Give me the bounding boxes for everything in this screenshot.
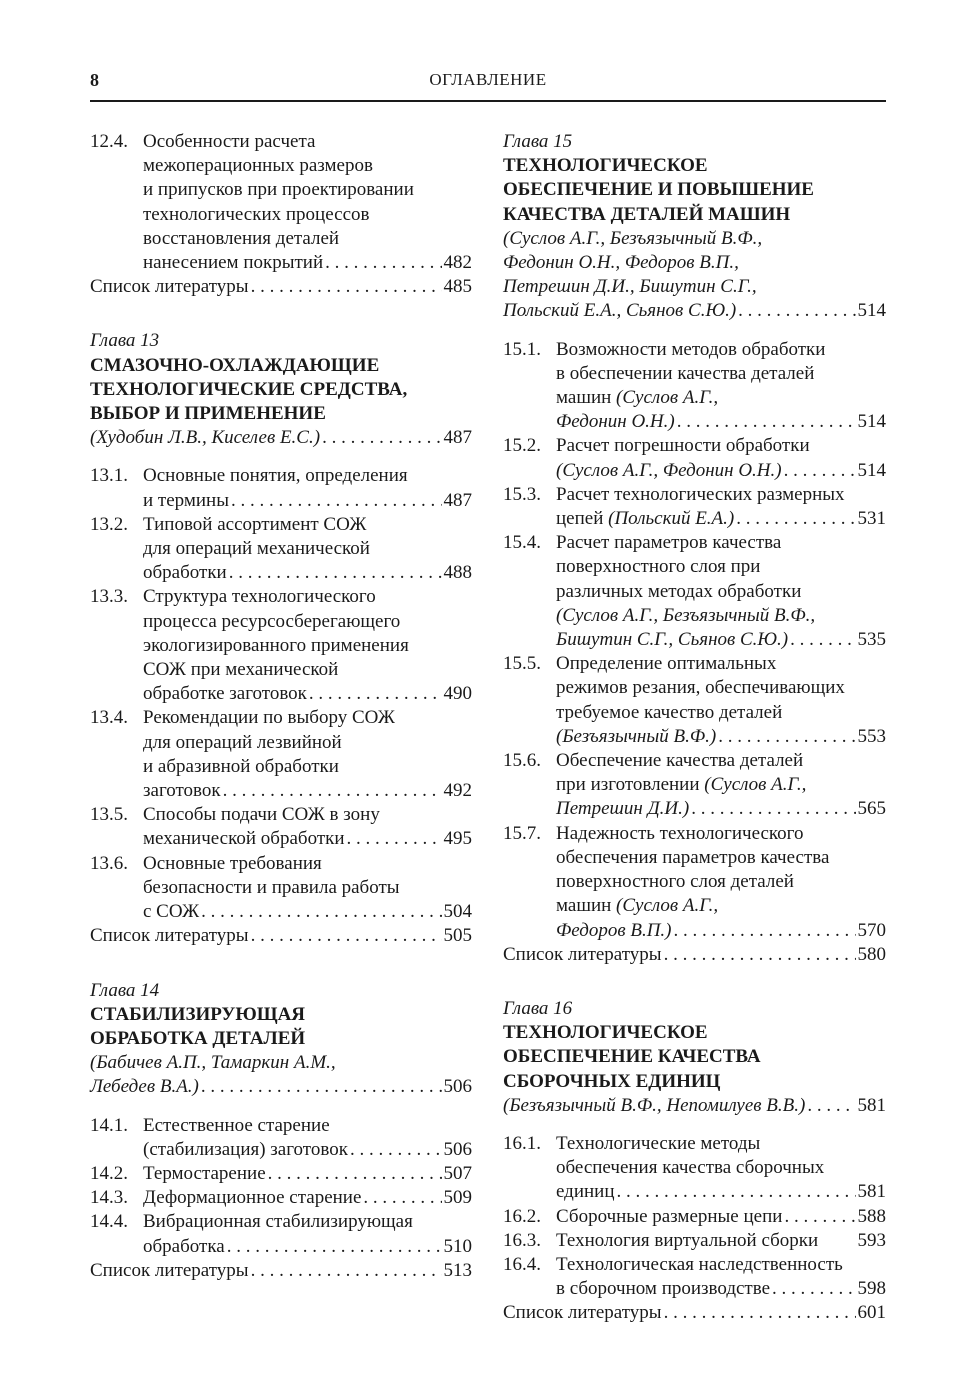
chapter-title-line: СТАБИЛИЗИРУЮЩАЯ	[90, 1003, 306, 1025]
entry-line: Типовой ассортимент СОЖ	[143, 513, 367, 535]
entry-line: для операций механической	[143, 538, 370, 560]
chapter-title-line: СБОРОЧНЫХ ЕДИНИЦ	[503, 1070, 721, 1092]
page-ref: 581	[857, 1181, 886, 1203]
toc-entry-15-6[interactable]	[503, 749, 886, 822]
toc-entry-14-2[interactable]	[90, 1162, 472, 1186]
section-number: 13.5.	[90, 804, 128, 826]
chapter-authors: (Худобин Л.В., Киселев Е.С.)	[90, 427, 321, 449]
section-number: 14.4.	[90, 1211, 128, 1233]
page-ref: 531	[857, 508, 886, 530]
dot-leader	[231, 489, 442, 513]
section-number: 13.6.	[90, 852, 128, 874]
chapter-title-line: ТЕХНОЛОГИЧЕСКИЕ СРЕДСТВА,	[90, 378, 408, 400]
section-number: 12.4.	[90, 131, 128, 152]
dot-leader	[617, 1180, 856, 1204]
chapter-title-line: ОБЕСПЕЧЕНИЕ КАЧЕСТВА	[503, 1046, 761, 1068]
page-ref: 514	[857, 459, 886, 481]
chapter-13	[90, 329, 472, 948]
page-ref: 514	[857, 411, 886, 433]
dot-leader	[268, 1162, 442, 1186]
entry-line: Вибрационная стабилизирующая	[143, 1211, 413, 1233]
entry-line: в сборочном производстве	[556, 1278, 771, 1300]
section-number: 15.2.	[503, 435, 541, 457]
chapter-title-line: ОБРАБОТКА ДЕТАЛЕЙ	[90, 1027, 306, 1049]
section-number: 16.4.	[503, 1253, 541, 1275]
page-ref: 492	[443, 780, 472, 802]
entry-line: Надежность технологического	[556, 822, 804, 844]
entry-line: Определение оптимальных	[556, 653, 777, 675]
entry-line: Возможности методов обработки	[556, 338, 826, 360]
section-number: 15.7.	[503, 822, 541, 844]
entry-line: Основные требования	[143, 852, 322, 874]
entry-line: цепей	[556, 508, 604, 530]
dot-leader	[738, 299, 855, 323]
page-ref: 490	[443, 683, 472, 705]
entry-line: механической обработки	[143, 828, 345, 850]
section-number: 16.1.	[503, 1132, 541, 1154]
section-number: 13.4.	[90, 707, 128, 729]
toc-entry-13-3[interactable]	[90, 585, 472, 706]
chapter-title[interactable]	[503, 154, 886, 227]
page-number: 8	[90, 70, 99, 90]
entry-line: заготовок	[143, 780, 221, 802]
dot-leader	[784, 1205, 855, 1229]
toc-entry-13-6[interactable]	[90, 852, 472, 925]
entry-line: Обеспечение качества деталей	[556, 750, 804, 772]
entry-line: и припусков при проектировании	[143, 179, 414, 201]
dot-leader	[223, 779, 442, 803]
section-number: 15.4.	[503, 532, 541, 554]
toc-entry-bibliography-12[interactable]	[90, 275, 472, 299]
entry-line: Структура технологического	[143, 586, 376, 608]
entry-authors: (Суслов А.Г.,	[616, 895, 719, 917]
toc-entry-13-1[interactable]	[90, 464, 472, 512]
toc-entry-14-1[interactable]	[90, 1114, 472, 1162]
dot-leader	[322, 426, 441, 450]
page-title: ОГЛАВЛЕНИЕ	[429, 70, 547, 89]
section-number: 15.3.	[503, 483, 541, 505]
section-number: 15.5.	[503, 653, 541, 675]
page-ref: 581	[857, 1094, 886, 1116]
page-ref: 601	[857, 1302, 886, 1324]
entry-line: процесса ресурсосберегающего	[143, 610, 401, 632]
entry-line: безопасности и правила работы	[143, 876, 400, 898]
entry-line: межоперационных размеров	[143, 155, 373, 177]
dot-leader	[664, 943, 856, 967]
dot-leader	[227, 1235, 442, 1259]
entry-line: Термостарение	[143, 1162, 266, 1184]
page-ref: 510	[443, 1235, 472, 1257]
entry-line: Способы подачи СОЖ в зону	[143, 804, 380, 826]
entry-line: при изготовлении	[556, 774, 700, 796]
page-header	[90, 68, 886, 102]
entry-line: Технологическая наследственность	[556, 1253, 843, 1275]
entry-line: машин	[556, 387, 612, 409]
chapter-authors: (Бабичев А.П., Тамаркин А.М.,	[90, 1052, 336, 1074]
page-ref: 535	[857, 629, 886, 651]
section-number: 14.1.	[90, 1114, 128, 1136]
chapter-title-line: ТЕХНОЛОГИЧЕСКОЕ	[503, 155, 708, 177]
page-ref: 504	[443, 901, 472, 923]
entry-authors: (Суслов А.Г.,	[616, 387, 719, 409]
dot-leader	[664, 1301, 856, 1325]
page-ref: 570	[857, 919, 886, 941]
entry-line: Расчет погрешности обработки	[556, 435, 810, 457]
entry-line: обработка	[143, 1235, 225, 1257]
toc-entry-bibliography-16[interactable]	[503, 1301, 886, 1325]
entry-line: Особенности расчета	[143, 131, 316, 152]
toc-entry-bibliography-14[interactable]	[90, 1259, 472, 1283]
entry-line: экологизированного применения	[143, 634, 409, 656]
entry-authors: (Польский Е.А.)	[608, 508, 735, 530]
dot-leader	[201, 900, 441, 924]
page-ref: 482	[443, 252, 472, 274]
chapter-label: Глава 13	[90, 330, 160, 352]
dot-leader	[674, 919, 856, 943]
chapter-14	[90, 979, 472, 1283]
entry-line: Список литературы	[503, 1302, 662, 1324]
entry-authors: Петрешин Д.И.)	[556, 798, 690, 820]
page-ref: 553	[857, 725, 886, 747]
dot-leader	[790, 628, 855, 652]
page-ref: 506	[443, 1076, 472, 1098]
right-column	[503, 130, 886, 1326]
chapter-label: Глава 15	[503, 131, 573, 152]
dot-leader	[251, 1259, 442, 1283]
page-ref: 588	[857, 1205, 886, 1227]
chapter-title[interactable]	[90, 1003, 472, 1051]
toc-entry-13-2[interactable]	[90, 513, 472, 586]
toc-entry-15-3[interactable]	[503, 483, 886, 531]
dot-leader	[677, 410, 856, 434]
toc-entry-15-1[interactable]	[503, 338, 886, 435]
chapter-title[interactable]	[503, 1021, 886, 1094]
toc-entry-13-4[interactable]	[90, 706, 472, 803]
section-number: 16.2.	[503, 1205, 541, 1227]
toc-entry-15-7[interactable]	[503, 822, 886, 943]
entry-line: требуемое качество деталей	[556, 701, 783, 723]
toc-entry-15-5[interactable]	[503, 652, 886, 749]
page-ref: 495	[443, 828, 472, 850]
section-number: 13.2.	[90, 513, 128, 535]
entry-line: (стабилизация) заготовок	[143, 1138, 348, 1160]
toc-entry-bibliography-13[interactable]	[90, 924, 472, 948]
toc-entry-16-3[interactable]	[503, 1229, 886, 1253]
page-ref: 505	[443, 925, 472, 947]
entry-line: режимов резания, обеспечивающих	[556, 677, 845, 699]
entry-authors: Федонин О.Н.)	[556, 411, 675, 433]
entry-line: обработке заготовок	[143, 683, 307, 705]
toc-entry-16-4[interactable]	[503, 1253, 886, 1301]
toc-entry-12-4[interactable]	[90, 130, 472, 275]
toc-entry-bibliography-15[interactable]	[503, 943, 886, 967]
page-ref: 580	[857, 943, 886, 965]
dot-leader	[363, 1186, 441, 1210]
chapter-16	[503, 997, 886, 1326]
entry-line: различных методах обработки	[556, 580, 802, 602]
entry-line: Список литературы	[90, 276, 249, 298]
chapter-title-line: СМАЗОЧНО-ОХЛАЖДАЮЩИЕ	[90, 354, 380, 376]
page-ref: 487	[443, 427, 472, 449]
chapter-authors: Лебедев В.А.)	[90, 1076, 199, 1098]
dot-leader	[325, 251, 441, 275]
entry-line: восстановления деталей	[143, 227, 340, 249]
entry-line: Список литературы	[503, 943, 662, 965]
chapter-authors: (Суслов А.Г., Безъязычный В.Ф.,	[503, 227, 763, 249]
chapter-authors: Польский Е.А., Сьянов С.Ю.)	[503, 300, 737, 322]
toc-entry-16-2[interactable]	[503, 1205, 886, 1229]
entry-line: Список литературы	[90, 1259, 249, 1281]
entry-line: обработки	[143, 562, 227, 584]
entry-line: с СОЖ	[143, 901, 200, 923]
section-number: 14.3.	[90, 1187, 128, 1209]
chapter-authors: (Безъязычный В.Ф., Непомилуев В.В.)	[503, 1094, 806, 1116]
entry-line: поверхностного слоя при	[556, 556, 761, 578]
dot-leader	[350, 1138, 442, 1162]
dot-leader	[229, 561, 442, 585]
entry-line: Расчет технологических размерных	[556, 483, 845, 505]
dot-leader	[309, 682, 442, 706]
section-number: 14.2.	[90, 1162, 128, 1184]
page-ref: 507	[443, 1162, 472, 1184]
dot-leader	[784, 459, 856, 483]
entry-line: Естественное старение	[143, 1114, 330, 1136]
page-ref: 513	[443, 1259, 472, 1281]
entry-line: обеспечения качества сборочных	[556, 1157, 825, 1179]
entry-line: нанесением покрытий	[143, 252, 324, 274]
chapter-title-line: ОБЕСПЕЧЕНИЕ И ПОВЫШЕНИЕ	[503, 179, 814, 201]
toc-entry-16-1[interactable]	[503, 1132, 886, 1205]
page-ref: 514	[857, 300, 886, 322]
page-ref: 598	[857, 1278, 886, 1300]
toc-entry-14-4[interactable]	[90, 1210, 472, 1258]
section-number: 15.1.	[503, 338, 541, 360]
entry-line: Сборочные размерные цепи	[556, 1205, 783, 1227]
dot-leader	[772, 1277, 855, 1301]
dot-leader	[691, 797, 855, 821]
chapter-title-line: КАЧЕСТВА ДЕТАЛЕЙ МАШИН	[503, 203, 791, 225]
chapter-title[interactable]	[90, 354, 472, 427]
section-number: 13.3.	[90, 586, 128, 608]
page-ref: 565	[857, 798, 886, 820]
page-ref: 485	[443, 276, 472, 298]
dot-leader	[736, 507, 855, 531]
page-ref: 509	[443, 1187, 472, 1209]
entry-line: для операций лезвийной	[143, 731, 342, 753]
toc-entry-15-4[interactable]	[503, 531, 886, 652]
chapter-15	[503, 130, 886, 967]
dot-leader	[347, 827, 442, 851]
entry-authors: (Суслов А.Г., Федонин О.Н.)	[556, 459, 782, 481]
dot-leader	[718, 725, 855, 749]
entry-line: Технология виртуальной сборки	[556, 1229, 819, 1251]
page-ref: 487	[443, 489, 472, 511]
entry-line: Рекомендации по выбору СОЖ	[143, 707, 395, 729]
entry-line: Основные понятия, определения	[143, 465, 408, 487]
dot-leader	[201, 1075, 442, 1099]
dot-leader	[807, 1094, 855, 1118]
dot-leader	[251, 275, 442, 299]
entry-line: единиц	[556, 1181, 615, 1203]
chapter-label: Глава 14	[90, 979, 160, 1001]
entry-line: Технологические методы	[556, 1132, 761, 1154]
section-number: 16.3.	[503, 1229, 541, 1251]
entry-line: СОЖ при механической	[143, 659, 339, 681]
entry-line: и абразивной обработки	[143, 755, 339, 777]
entry-line: Деформационное старение	[143, 1187, 362, 1209]
toc-entry-13-5[interactable]	[90, 803, 472, 851]
entry-authors: Федоров В.П.)	[556, 919, 672, 941]
chapter-authors: Федонин О.Н., Федоров В.П.,	[503, 252, 739, 274]
section-number: 15.6.	[503, 750, 541, 772]
entry-line: поверхностного слоя деталей	[556, 871, 794, 893]
chapter-title-line: ТЕХНОЛОГИЧЕСКОЕ	[503, 1022, 708, 1044]
entry-line: Расчет параметров качества	[556, 532, 782, 554]
entry-line: машин	[556, 895, 612, 917]
left-column	[90, 130, 472, 1283]
section-number: 13.1.	[90, 465, 128, 487]
entry-authors: (Суслов А.Г., Безъязычный В.Ф.,	[556, 604, 816, 626]
entry-line: и термины	[143, 489, 229, 511]
dot-leader	[251, 924, 442, 948]
toc-entry-14-3[interactable]	[90, 1186, 472, 1210]
entry-authors: (Безъязычный В.Ф.)	[556, 725, 717, 747]
entry-line: технологических процессов	[143, 203, 370, 225]
chapter-title-line: ВЫБОР И ПРИМЕНЕНИЕ	[90, 403, 326, 425]
entry-line: обеспечения параметров качества	[556, 846, 830, 868]
page-ref: 506	[443, 1138, 472, 1160]
entry-line: Список литературы	[90, 925, 249, 947]
entry-line: в обеспечении качества деталей	[556, 362, 815, 384]
toc-entry-15-2[interactable]	[503, 434, 886, 482]
entry-authors: (Суслов А.Г.,	[704, 774, 807, 796]
entry-authors: Бишутин С.Г., Сьянов С.Ю.)	[556, 629, 789, 651]
chapter-authors: Петрешин Д.И., Бишутин С.Г.,	[503, 276, 757, 298]
chapter-label: Глава 16	[503, 997, 573, 1019]
page-ref: 488	[443, 562, 472, 584]
page-ref: 593	[857, 1229, 886, 1251]
